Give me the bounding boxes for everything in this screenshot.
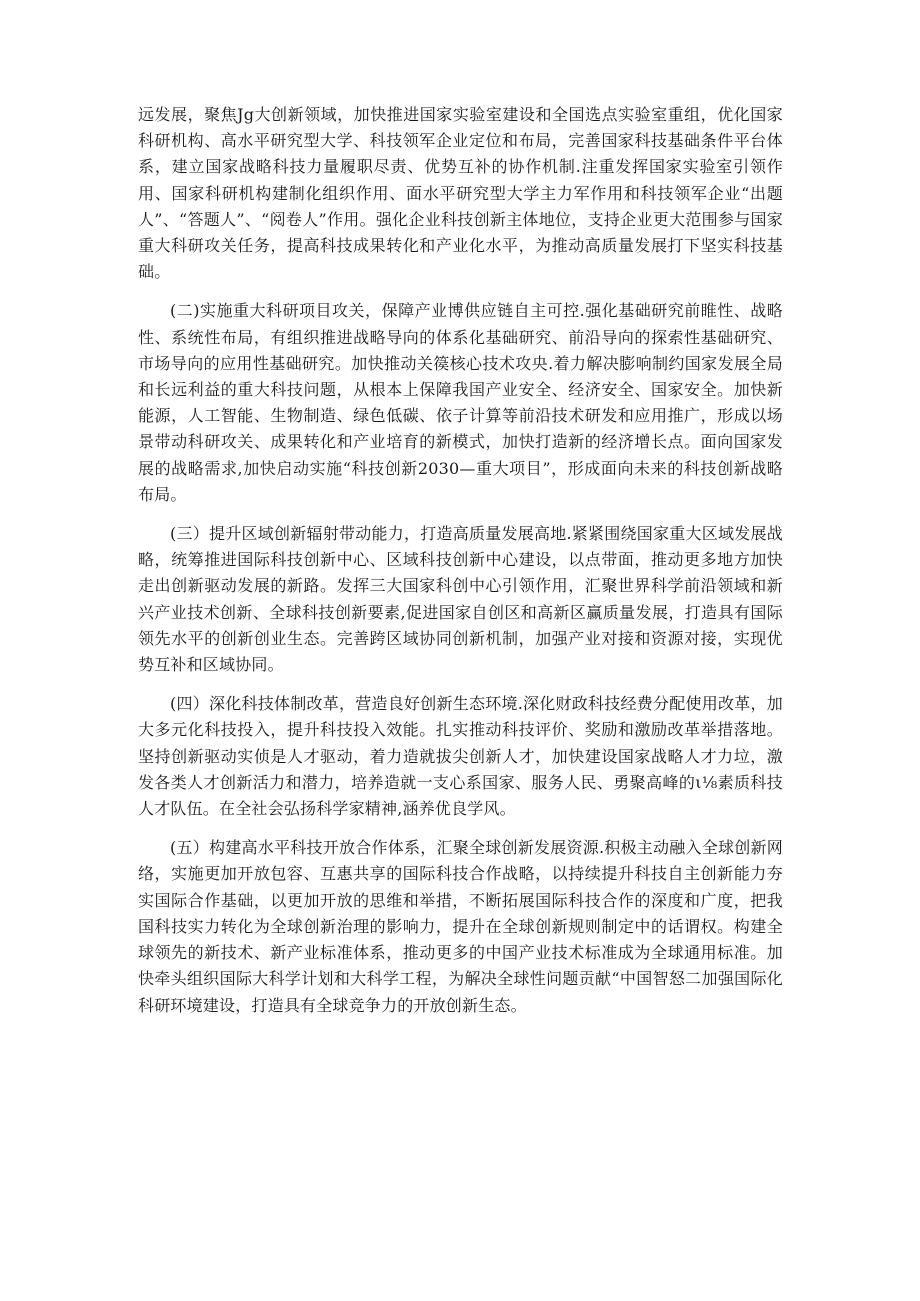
paragraph-1: 远发展，聚焦Jg大创新领域，加快推进国家实验室建设和全国选点实验室重组，优化国家科研机构、高水平研究型大学、科技领军企业定位和布局，完善国家科技基础条件平台体系，建立国家战略科技力量履职尽责、优势互补的协作机制.注重发挥国家实验室引领作用、国家科研机构建制化组织作用、面水平研究型大学主力军作用和科技领军企业“出题人”、“答题人”、“阅卷人”作用。强化企业科技创新主体地位，支持企业更大范围参与国家重大科研攻关任务，提高科技成果转化和产业化水平，为推动高质量发展打下坚实科技基础。 [138,105,783,282]
paragraph-4: (四）深化科技体制改革，营造良好创新生态环境.深化财政科技经费分配使用改革，加大多元化科技投入，提升科技投入效能。扎实推动科技评价、奖励和激励改革举措落地。坚持创新驱动实侦是人才驱动，着力造就拔尖创新人才，加快建设国家战略人才力垃，激发各类人才创新活力和潜力，培养造就一支心系国家、服务人民、勇聚高峰的ι⅛素质科技人才队伍。在全社会弘扬科学家精神,涵养优良学风。 [138,694,783,819]
paragraph-2: (二)实施重大科研项目攻关，保障产业博供应链自主可控.强化基础研究前睢性、战略性、系统性布局，有组织推进战略导向的体系化基础研究、前沿导向的探索性基础研究、市场导向的应用性基础研究。加快推动关篌核心技术攻央.着力解决膨响制约国家发展全局和长远利益的重大科技问题，从根本上保障我国产业安全、经济安全、国家安全。加快新能源，人工智能、生物制造、绿色低碳、依子计算等前沿技术研发和应用推广，形成以场景带动科研攻关、成果转化和产业培育的新模式，加快打造新的经济增长点。面向国家发展的战略需求,加快启动实施“科技创新2030—重大项目”，形成面向未来的科技创新战略布局。 [138,301,783,504]
paragraph-3: (三）提升区域创新辐射带动能力，打造高质量发展高地.紧紧围绕国家重大区域发展战略，统筹推进国际科技创新中心、区域科技创新中心建设，以点带面，推动更多地方加快走出创新驱动发展的新路。发挥三大国家科创中心引领作用，汇聚世界科学前沿领域和新兴产业技术创新、全球科技创新要素,促进国家自创区和高新区赢质量发展，打造具有国际领先水平的创新创业生态。完善跨区域协同创新机制，加强产业对接和资源对接，实现优势互补和区域协同。 [138,524,783,675]
paragraph-5: (五）构建高水平科技开放合作体系，汇聚全球创新发展资源.积极主动融入全球创新网络，实施更加开放包容、互惠共享的国际科技合作战略，以持续提升科技自主创新能力夯实国际合作基础，以更加开放的思维和举措，不断拓展国际科技合作的深度和广度，把我国科技实力转化为全球创新治理的影响力，提升在全球创新规则制定中的话谓权。构建全球领先的新技术、新产业标准体系，推动更多的中国产业技术标准成为全球通用标准。加快牵头组织国际大科学计划和大科学工程，为解决全球性问题贡献“中国智怒二加强国际化科研环境建设，打造具有全球竞争力的开放创新生态。 [138,838,783,1015]
document-body [138,102,783,1032]
